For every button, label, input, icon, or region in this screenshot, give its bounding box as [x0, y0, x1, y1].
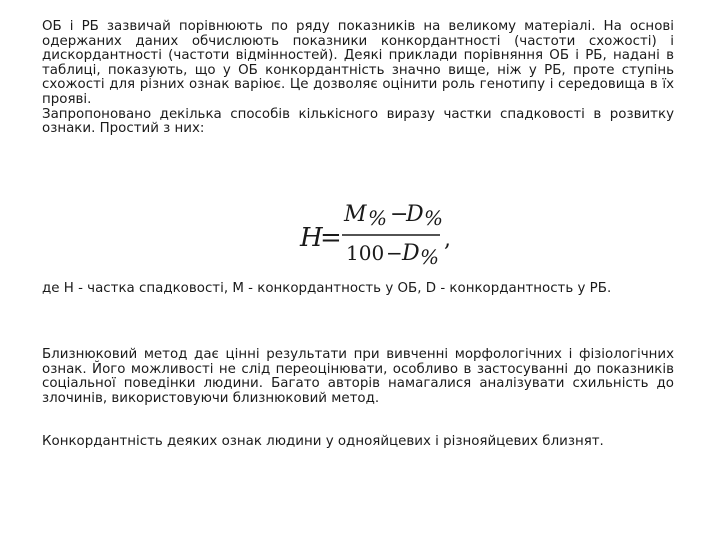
paragraph-formula-legend: де Н - частка спадковості, М - конкордантность у ОБ, D - конкордантность у РБ. [42, 281, 612, 296]
formula-den-d: D [402, 241, 420, 266]
formula-num-m: M [344, 202, 367, 227]
document-page [42, 19, 674, 449]
formula-num-pct1: % [368, 206, 388, 230]
formula-den-pct: % [420, 245, 440, 269]
formula-svg [294, 188, 494, 273]
formula-num-d: D [406, 202, 424, 227]
paragraph-twin-comparison: ОБ і РБ зазвичай порівнюють по ряду показників на великому матеріалі. На основі одержаних даних обчислюють показники конкордантності (частоти схожості) і дискордантності (частоти відмінностей). Деякі приклади порівняння ОБ і РБ, надані в таблиці, показують, що у ОБ конкордантність значно вище, ніж у РБ, проте ступінь схожості для різних ознак варіює. Це дозволяє оцінити роль генотипу і середовища в їх прояві. [42, 19, 674, 107]
formula-trailing-comma: , [444, 227, 451, 252]
paragraph-concordance-caption: Конкордантність деяких ознак людини у однояйцевих і різнояйцевих близнят. [42, 434, 604, 449]
heritability-formula [294, 188, 494, 273]
formula-den-minus: − [386, 241, 403, 265]
paragraph-twin-method-value: Близнюковий метод дає цінні результати при вивченні морфологічних і фізіологічних ознак. Його можливості не слід переоцінювати, особливо в застосуванні до показників соціальної поведінки людини. Багато авторів намагалися аналізувати схильність до злочинів, використовуючи близнюковий метод. [42, 347, 674, 406]
formula-den-100: 100 [346, 241, 385, 265]
formula-lhs: H [300, 223, 323, 253]
formula-equals: = [320, 223, 342, 253]
paragraph-heritability-methods: Запропоновано декілька способів кількісного виразу частки спадковості в розвитку ознаки. Простий з них: [42, 106, 674, 137]
formula-num-minus: − [390, 202, 409, 227]
formula-num-pct2: % [424, 206, 444, 230]
